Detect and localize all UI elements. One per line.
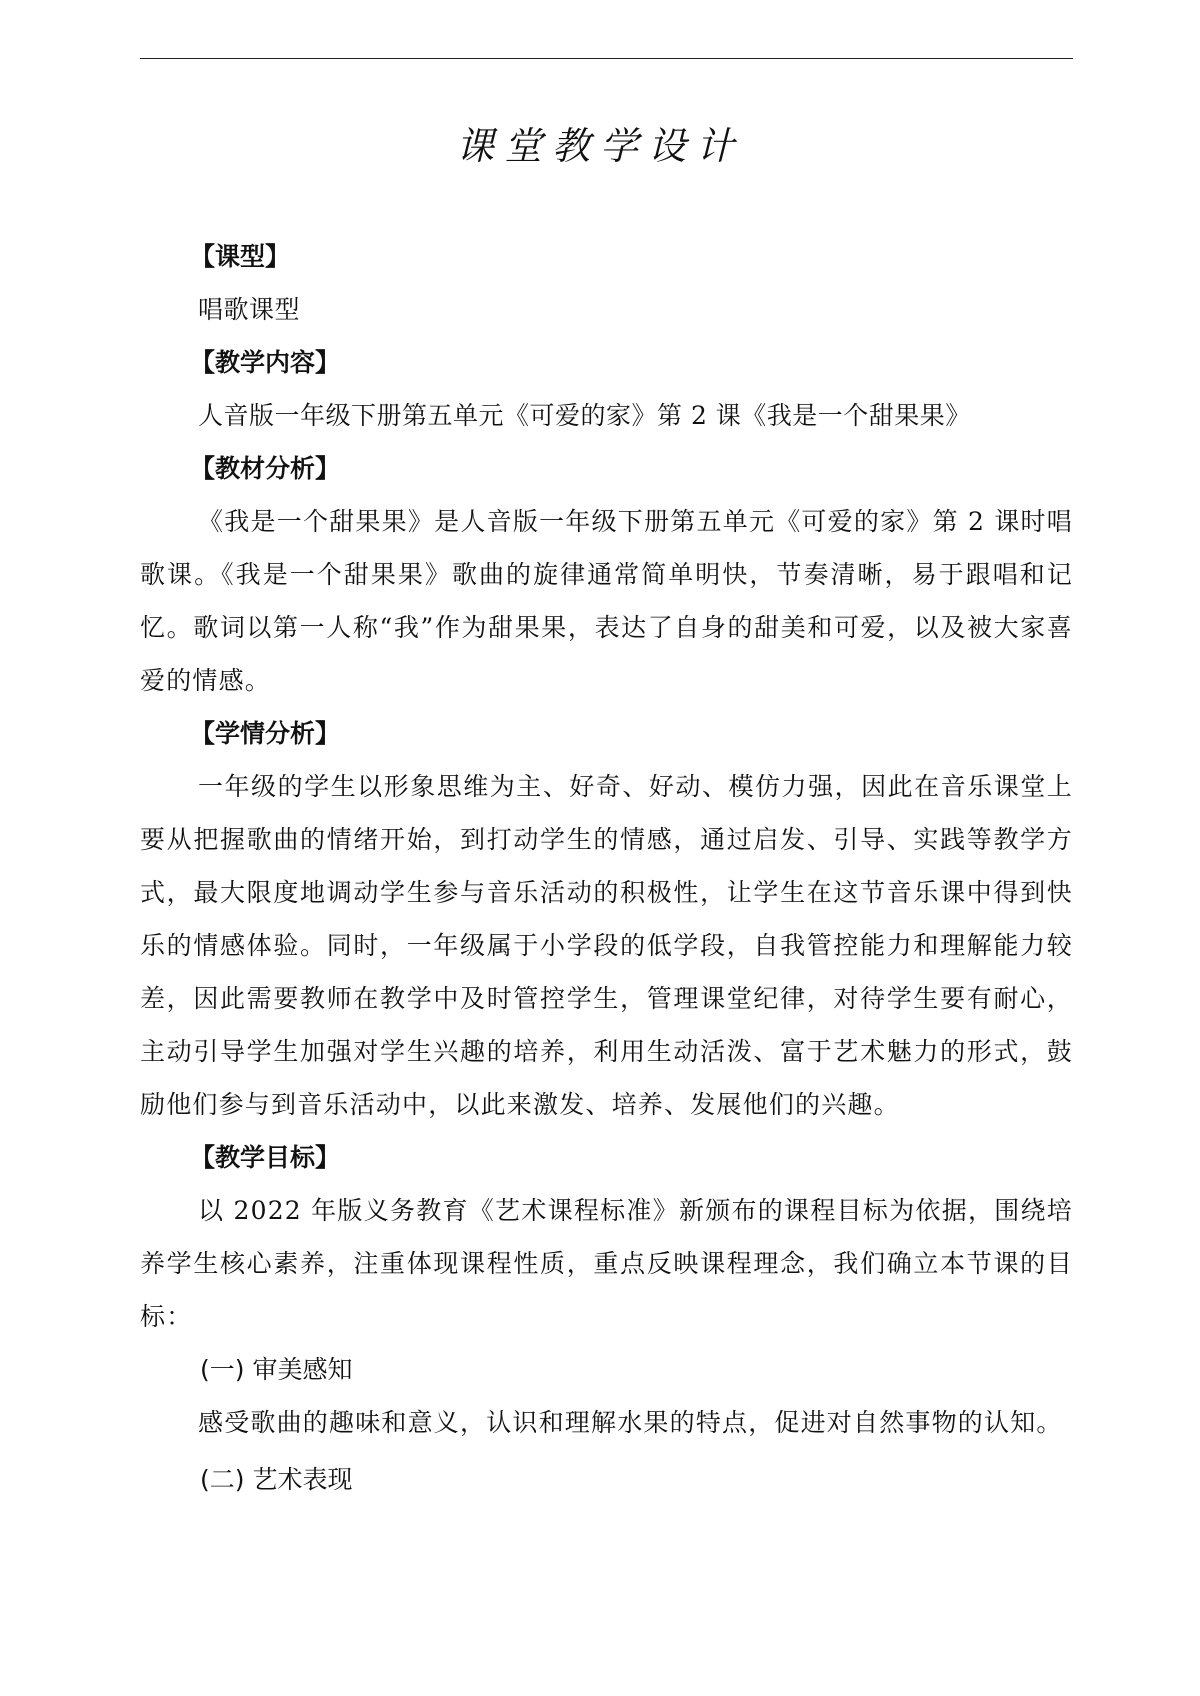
teaching-goals-paragraph: 以 2022 年版义务教育《艺术课程标准》新颁布的课程目标为依据，围绕培养学生核心素养，注重体现课程性质，重点反映课程理念，我们确立本节课的目标： (140, 1196, 1073, 1331)
teaching-content-text: 人音版一年级下册第五单元《可爱的家》第 2 课《我是一个甜果果》 (198, 401, 971, 430)
student-analysis-paragraph: 一年级的学生以形象思维为主、好奇、好动、模仿力强，因此在音乐课堂上要从把握歌曲的情绪开始，到打动学生的情感，通过启发、引导、实践等教学方式，最大限度地调动学生参与音乐活动的积极性，让学生在这节音乐课中得到快乐的情感体验。同时，一年级属于小学段的低学段，自我管控能力和理解能力较差，因此需要教师在教学中及时管控学生，管理课堂纪律，对待学生要有耐心，主动引导学生加强对学生兴趣的培养，利用生动活泼、富于艺术魅力的形式，鼓励他们参与到音乐活动中，以此来激发、培养、发展他们的兴趣。 (140, 772, 1073, 1119)
section-heading-student-analysis: 【学情分析】 (190, 719, 341, 748)
material-analysis-paragraph: 《我是一个甜果果》是人音版一年级下册第五单元《可爱的家》第 2 课时唱歌课。《我是一个甜果果》歌曲的旋律通常简单明快，节奏清晰，易于跟唱和记忆。歌词以第一人称“我”作为甜果果，表达了自身的甜美和可爱，以及被大家喜爱的情感。 (140, 507, 1073, 695)
section-heading-teaching-content: 【教学内容】 (190, 348, 341, 377)
lesson-type-text: 唱歌课型 (198, 295, 301, 324)
goal-heading-aesthetic-perception: (一) 审美感知 (200, 1355, 353, 1384)
section-heading-lesson-type: 【课型】 (190, 242, 291, 271)
header-rule (140, 58, 1073, 59)
goal-heading-artistic-expression: (二) 艺术表现 (200, 1465, 353, 1494)
section-heading-material-analysis: 【教材分析】 (190, 454, 341, 483)
document-body (140, 230, 1073, 1506)
section-heading-teaching-goals: 【教学目标】 (190, 1143, 341, 1172)
document-title: 课堂教学设计 (455, 124, 744, 168)
goal-aesthetic-perception-paragraph: 感受歌曲的趣味和意义，认识和理解水果的特点，促进对自然事物的认知。 (198, 1408, 1063, 1437)
